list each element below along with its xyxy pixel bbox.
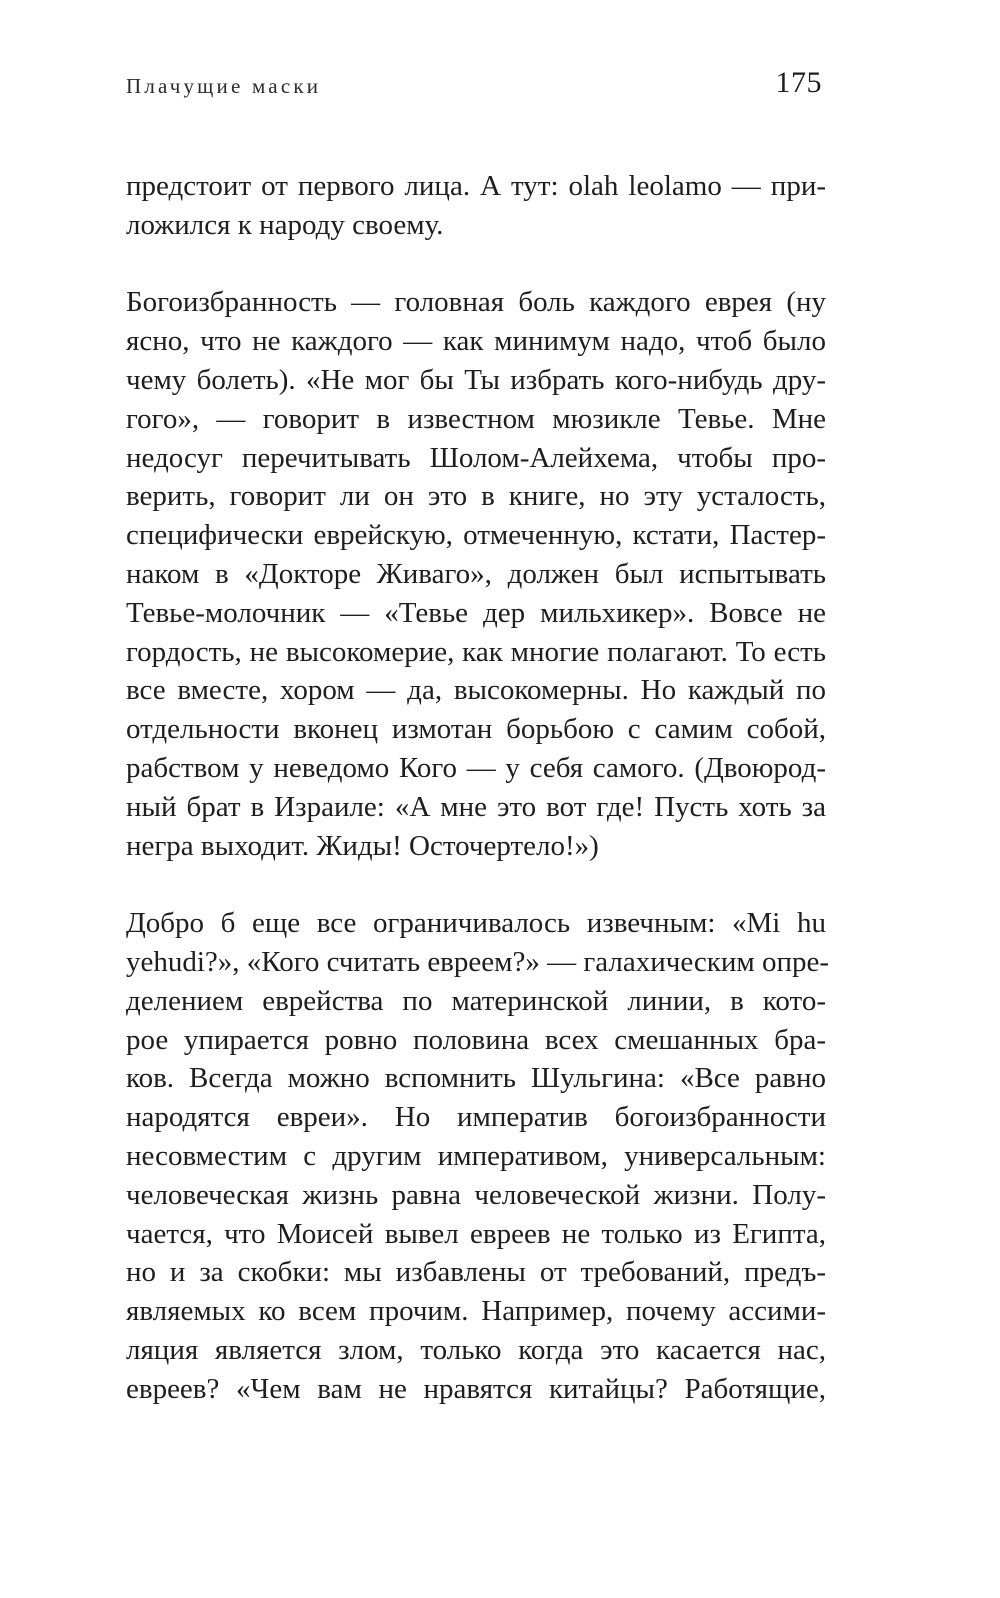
paragraph-3 <box>126 904 830 1408</box>
paragraph-1 <box>126 167 826 245</box>
text-line: верить, говорит ли он это в книге, но эту усталость, <box>126 480 826 513</box>
text-line: евреев? «Чем вам не нравятся китайцы? Работящие, <box>126 1372 826 1405</box>
text-line: чается, что Моисей вывел евреев не только из Египта, <box>126 1217 826 1250</box>
paragraph-gap <box>126 865 826 904</box>
text-line: предстоит от первого лица. А тут: olah leolamo — при- <box>126 170 826 202</box>
text-line: наком в «Докторе Живаго», должен был испытывать <box>126 557 826 590</box>
text-line: ясно, что не каждого — как минимум надо, чтоб было <box>126 325 826 358</box>
paragraph-gap <box>126 245 826 284</box>
text-line: yehudi?», «Кого считать евреем?» — галахическим опре- <box>126 945 830 978</box>
text-line: гордость, не высокомерие, как многие полагают. То есть <box>126 635 826 668</box>
text-line: специфически еврейскую, отмеченную, кстати, Пастер- <box>126 519 826 552</box>
text-line: отдельности вконец измотан борьбою с самим собой, <box>126 713 826 746</box>
text-line: Богоизбранность — головная боль каждого еврея (ну <box>126 286 826 319</box>
body-text <box>126 167 830 1409</box>
text-line: ляция является злом, только когда это касается нас, <box>126 1333 826 1366</box>
text-line: несовместим с другим императивом, универсальным: <box>126 1139 826 1172</box>
text-line: Добро б еще все ограничивалось извечным: «Mi hu <box>126 907 826 940</box>
text-line: являемых ко всем прочим. Например, почему ассими- <box>126 1295 826 1328</box>
text-line: человеческая жизнь равна человеческой жизни. Полу- <box>126 1178 826 1211</box>
running-title: Плачущие маски <box>126 74 322 98</box>
page-number: 175 <box>775 66 822 99</box>
text-line: ков. Всегда можно вспомнить Шульгина: «Все равно <box>126 1062 826 1095</box>
paragraph-2 <box>126 283 826 865</box>
text-line: ный брат в Израиле: «А мне это вот где! Пусть хоть за <box>126 790 826 823</box>
text-line: народятся евреи». Но императив богоизбранности <box>126 1101 826 1134</box>
text-line: гого», — говорит в известном мюзикле Тевье. Мне <box>126 402 826 435</box>
text-line: рабством у неведомо Кого — у себя самого. (Двоюрод- <box>126 751 826 784</box>
text-line: все вместе, хором — да, высокомерны. Но каждый по <box>126 674 826 707</box>
text-line: рое упирается ровно половина всех смешанных бра- <box>126 1023 826 1056</box>
text-line: Тевье-молочник — «Тевье дер мильхикер». Вовсе не <box>126 596 826 629</box>
text-line: чему болеть). «Не мог бы Ты избрать кого-нибудь дру- <box>126 363 826 396</box>
text-line: недосуг перечитывать Шолом-Алейхема, чтобы про- <box>126 441 826 474</box>
text-line: но и за скобки: мы избавлены от требований, предъ- <box>126 1256 826 1289</box>
text-line: негра выходит. Жиды! Осточертело!») <box>126 829 599 862</box>
text-line: ложился к народу своему. <box>126 208 444 241</box>
text-line: делением еврейства по материнской линии, в кото- <box>126 984 826 1017</box>
